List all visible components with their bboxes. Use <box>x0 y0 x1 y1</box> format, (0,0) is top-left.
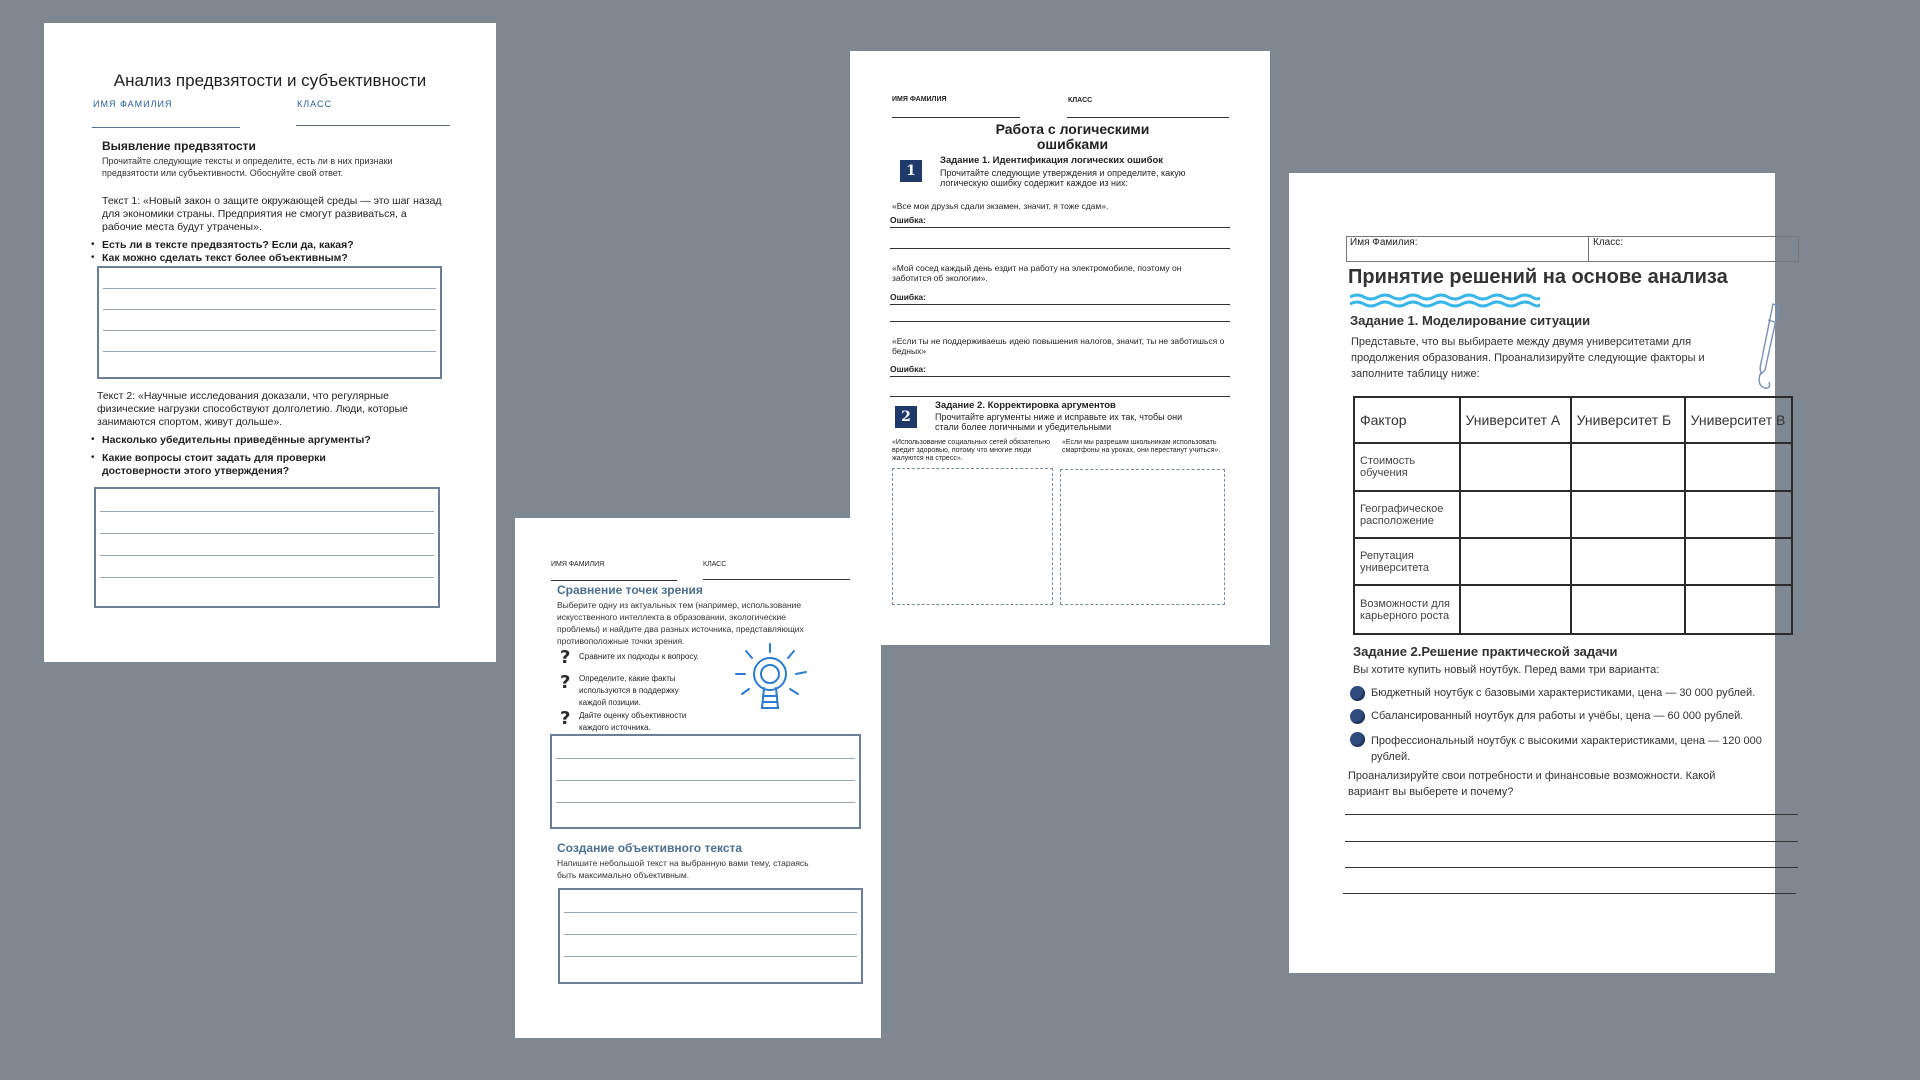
worksheet-viewpoints <box>515 518 881 1038</box>
option-2: Сбалансированный ноутбук для работы и учёбы, цена — 60 000 рублей. <box>1371 710 1744 722</box>
argument-2: «Если мы разрешим школьникам использовать смартфоны на уроках, они перестанут учиться». <box>1062 439 1221 454</box>
bullet-icon <box>1350 686 1365 701</box>
argument-1: «Использование социальных сетей обязательно вредит здоровью, потому что многие люди жалуются на стресс». <box>892 439 1051 462</box>
answer-line[interactable] <box>1345 814 1798 815</box>
class-field[interactable] <box>1067 117 1229 118</box>
instruction-text: Прочитайте следующие тексты и определите, есть ли в них признаки предвзятости или субъективности. Обоснуйте свой ответ. <box>102 156 393 178</box>
wave-decoration-icon <box>1350 293 1540 309</box>
text-2: Текст 2: «Научные исследования доказали, что регулярные физические нагрузки способствуют долголетию. Люди, которые занимаются спортом, живут дольше». <box>97 390 409 428</box>
task1-text: Прочитайте следующие утверждения и определите, какую логическую ошибку содержит каждое из них: <box>940 168 1186 188</box>
name-label: ИМЯ ФАМИЛИЯ <box>892 96 947 103</box>
question-2a: Насколько убедительны приведённые аргументы? <box>102 434 371 446</box>
worksheet-bias-analysis <box>44 23 496 662</box>
task2-title: Задание 2.Решение практической задачи <box>1353 644 1618 659</box>
name-label: ИМЯ ФАМИЛИЯ <box>93 99 173 109</box>
task-item-2: Определите, какие факты используются в поддержку каждой позиции. <box>579 674 679 707</box>
task-item-3: Дайте оценку объективности каждого источника. <box>579 711 687 732</box>
section-text-viewpoints: Выберите одну из актуальных тем (например, использование искусственного интеллекта в образовании, экологические проблемы) и найдите два разных источника, представляющих противоположные точки зрения. <box>557 600 804 646</box>
error-field-1b[interactable] <box>890 248 1230 249</box>
page-title <box>950 122 1195 152</box>
error-field-3b[interactable] <box>890 396 1230 397</box>
class-label: КЛАСС <box>1068 97 1093 104</box>
worksheet-logical-fallacies <box>850 51 1270 645</box>
section-text-objective: Напишите небольшой текст на выбранную вами тему, стараясь быть максимально объективным. <box>557 858 809 880</box>
factor-cell: Репутация университета <box>1354 538 1460 585</box>
option-1: Бюджетный ноутбук с базовыми характеристиками, цена — 30 000 рублей. <box>1371 687 1756 699</box>
table-input-cell[interactable] <box>1685 585 1792 634</box>
answer-line[interactable] <box>1343 893 1796 894</box>
question-2b: Какие вопросы стоит задать для проверки достоверности этого утверждения? <box>102 452 326 477</box>
factor-cell: Стоимость обучения <box>1354 443 1460 491</box>
task2-text: Вы хотите купить новый ноутбук. Перед вами три варианта: <box>1353 664 1660 676</box>
answer-line[interactable] <box>1345 867 1798 868</box>
task2-text: Прочитайте аргументы ниже и исправьте их так, чтобы они стали более логичными и убедительными <box>935 412 1183 432</box>
name-label: Имя Фамилия: <box>1350 237 1418 248</box>
bullet-dot: • <box>91 434 95 445</box>
bullet-dot: • <box>91 252 95 263</box>
table-header-cell: Университет А <box>1460 397 1571 443</box>
task-item-1: Сравните их подходы к вопросу. <box>579 652 699 661</box>
table-input-cell[interactable] <box>1685 538 1792 585</box>
answer-box-argument-2[interactable] <box>1060 469 1225 605</box>
answer-box-1[interactable] <box>97 266 442 379</box>
name-field[interactable] <box>892 117 1020 118</box>
table-input-cell[interactable] <box>1460 585 1571 634</box>
table-header-cell: Университет Б <box>1571 397 1685 443</box>
name-field[interactable] <box>551 580 677 581</box>
statement-2: «Мой сосед каждый день ездит на работу на электромобиле, поэтому он заботится об экологии». <box>892 263 1182 283</box>
section-title-viewpoints: Сравнение точек зрения <box>557 583 703 597</box>
task1-title: Задание 1. Моделирование ситуации <box>1350 313 1591 328</box>
table-row <box>1354 443 1792 491</box>
task2-title: Задание 2. Корректировка аргументов <box>935 400 1116 411</box>
table-input-cell[interactable] <box>1571 585 1685 634</box>
table-input-cell[interactable] <box>1460 443 1571 491</box>
worksheet-decision-making <box>1289 173 1786 973</box>
task1-title: Задание 1. Идентификация логических ошибок <box>940 155 1164 166</box>
answer-box-objective[interactable] <box>558 888 863 984</box>
question-1b: Как можно сделать текст более объективным? <box>102 252 348 264</box>
table-input-cell[interactable] <box>1685 491 1792 538</box>
statement-1: «Все мои друзья сдали экзамен, значит, я тоже сдам». <box>892 201 1109 211</box>
table-input-cell[interactable] <box>1460 538 1571 585</box>
class-field[interactable] <box>296 125 450 126</box>
question-mark-icon: ? <box>560 672 571 693</box>
statement-3: «Если ты не поддерживаешь идею повышения налогов, значит, ты не заботишься о бедных» <box>892 336 1225 356</box>
option-3: Профессиональный ноутбук с высокими характеристиками, цена — 120 000 рублей. <box>1371 735 1762 763</box>
answer-box-viewpoints[interactable] <box>550 734 861 829</box>
question-mark-icon: ? <box>560 708 571 729</box>
bullet-icon <box>1350 732 1365 747</box>
bullet-dot: • <box>91 239 95 250</box>
table-input-cell[interactable] <box>1571 443 1685 491</box>
name-class-header <box>1346 236 1799 262</box>
error-label: Ошибка: <box>890 292 926 302</box>
table-input-cell[interactable] <box>1571 491 1685 538</box>
table-input-cell[interactable] <box>1685 443 1792 491</box>
page-title: Принятие решений на основе анализа <box>1348 266 1728 288</box>
class-field[interactable] <box>703 579 861 580</box>
bullet-dot: • <box>91 452 95 463</box>
class-divider <box>1588 237 1589 261</box>
lightbulb-icon <box>728 636 818 726</box>
factor-cell: Географическое расположение <box>1354 491 1460 538</box>
table-header-cell: Университет В <box>1685 397 1792 443</box>
table-row <box>1354 585 1792 634</box>
class-label: КЛАСС <box>297 99 332 109</box>
question-1a: Есть ли в тексте предвзятость? Если да, какая? <box>102 239 354 251</box>
table-row <box>1354 491 1792 538</box>
task-number-badge: 2 <box>895 406 917 428</box>
class-label: Класс: <box>1593 237 1623 248</box>
error-label: Ошибка: <box>890 215 926 225</box>
page-title: Анализ предвзятости и субъективности <box>113 71 427 90</box>
task1-text: Представьте, что вы выбираете между двумя университетами для продолжения образования. Проанализируйте следующие факторы и заполните таблицу ниже: <box>1351 336 1705 380</box>
bullet-icon <box>1350 709 1365 724</box>
table-input-cell[interactable] <box>1571 538 1685 585</box>
name-field[interactable] <box>92 127 240 128</box>
error-label: Ошибка: <box>890 364 926 374</box>
answer-box-2[interactable] <box>94 487 440 608</box>
question-mark-icon: ? <box>560 647 571 668</box>
name-label: ИМЯ ФАМИЛИЯ <box>551 561 605 568</box>
answer-line[interactable] <box>1345 841 1798 842</box>
section-title-objective: Создание объективного текста <box>557 841 743 855</box>
pen-icon <box>1755 300 1785 395</box>
title-line-2: ошибками <box>1036 136 1109 152</box>
table-row <box>1354 538 1792 585</box>
answer-box-argument-1[interactable] <box>892 468 1053 605</box>
table-header-cell: Фактор <box>1354 397 1460 443</box>
class-label: КЛАСС <box>703 561 727 568</box>
task-number-badge: 1 <box>900 160 922 182</box>
error-field-2[interactable] <box>890 304 1230 305</box>
comparison-table <box>1353 396 1793 635</box>
text-1: Текст 1: «Новый закон о защите окружающей среды — это шаг назад для экономики страны. Предприятия не смогут развиваться, а рабочие места будут утрачены». <box>102 195 442 233</box>
error-field-3[interactable] <box>890 376 1230 377</box>
error-field-2b[interactable] <box>890 321 1230 322</box>
factor-cell: Возможности для карьерного роста <box>1354 585 1460 634</box>
title-line-1: Работа с логическими <box>995 121 1150 137</box>
error-field-1[interactable] <box>890 227 1230 228</box>
table-input-cell[interactable] <box>1460 491 1571 538</box>
final-question: Проанализируйте свои потребности и финансовые возможности. Какой вариант вы выберете и почему? <box>1348 770 1716 798</box>
section-title: Выявление предвзятости <box>102 139 256 153</box>
